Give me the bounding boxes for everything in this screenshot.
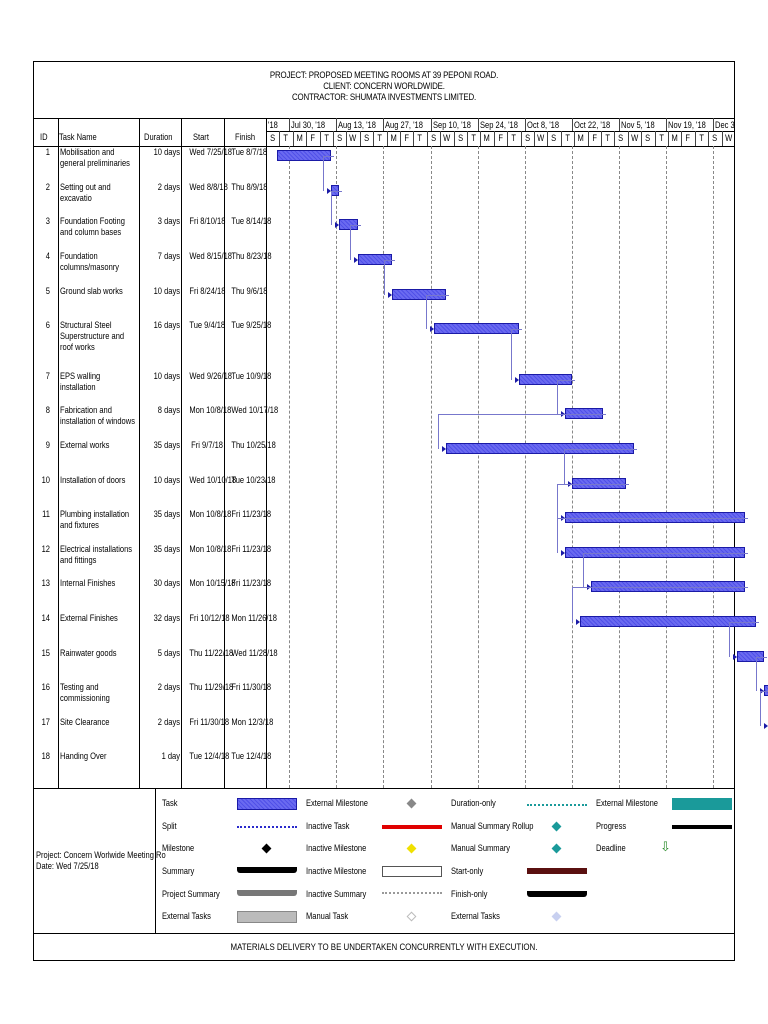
legend-label: Project Summary (162, 889, 220, 899)
task-name: Handing Over (60, 751, 107, 761)
task-start: Wed 8/15/18 (189, 251, 232, 261)
grid-line (478, 146, 479, 788)
task-id: 7 (45, 371, 50, 381)
legend-label: Deadline (596, 843, 626, 853)
task-id: 10 (41, 475, 50, 485)
dependency-line (557, 380, 558, 414)
legend-project-name: Project: Concern Worlwide Meeting Ro (36, 850, 166, 860)
timescale-week-label: Jul 30, '18 (291, 120, 326, 130)
task-id: 14 (41, 613, 50, 623)
task-finish: Mon 12/3/18 (231, 717, 274, 727)
dependency-line (331, 191, 332, 225)
timescale-day-label: F (404, 133, 409, 143)
link-arrow (335, 222, 339, 228)
task-duration: 30 days (153, 578, 180, 588)
task-symbol (237, 798, 297, 810)
timescale-week-label: Nov 5, '18 (621, 120, 655, 130)
task-name: Structural Steel Superstructure and roof works (60, 320, 125, 352)
timescale-day-label: S (457, 133, 463, 143)
task-name: Setting out and excavatio (60, 182, 111, 203)
deadline-symbol: ⇩ (660, 840, 671, 855)
dependency-line (426, 295, 427, 329)
col-header-start: Start (193, 132, 209, 142)
timescale-day-label: S (551, 133, 557, 143)
timescale-day-label: T (565, 133, 570, 143)
grid-line (400, 131, 401, 146)
task-name: External works (60, 440, 110, 450)
task-id: 9 (45, 440, 50, 450)
task-duration: 2 days (157, 682, 180, 692)
task-name: Installation of doors (60, 475, 126, 485)
task-name: Site Clearance (60, 717, 110, 727)
legend-label: External Tasks (162, 911, 211, 921)
header-line-client: CLIENT: CONCERN WORLDWIDE. (323, 81, 445, 91)
timescale-day-label: F (310, 133, 316, 143)
dependency-line (557, 380, 576, 381)
task-id: 18 (41, 751, 50, 761)
timescale-day-label: S (363, 133, 370, 143)
task-start: Wed 9/26/18 (189, 371, 232, 381)
dependency-line (557, 518, 558, 553)
task-name: Mobilisation and general preliminaries (60, 147, 130, 168)
legend-label: Start-only (451, 866, 484, 876)
grid-line (266, 131, 735, 132)
timescale-day-label: W (349, 133, 357, 143)
task-name: EPS walling installation (60, 371, 101, 392)
external-milestone-2-symbol (672, 798, 732, 810)
task-start: Wed 8/8/18 (189, 182, 228, 192)
link-arrow (576, 619, 580, 625)
task-duration: 10 days (153, 286, 180, 296)
timescale-day-label: T (699, 133, 704, 143)
dependency-line (583, 553, 747, 554)
grid-line (666, 146, 667, 788)
task-finish: Tue 10/9/18 (231, 371, 272, 381)
legend-label: Inactive Milestone (306, 866, 367, 876)
timescale-day-label: T (471, 133, 476, 143)
inactive-task-symbol (382, 825, 442, 829)
task-duration: 35 days (153, 440, 180, 450)
grid-line (431, 146, 432, 788)
task-finish: Thu 9/6/18 (231, 286, 268, 296)
timescale-day-label: M (577, 133, 585, 143)
grid-line (467, 131, 468, 146)
timescale-week-label: Dec 3 (715, 120, 735, 130)
dependency-line (756, 657, 757, 691)
grid-line (525, 146, 526, 788)
grid-line (708, 131, 709, 146)
grid-line (480, 131, 481, 146)
link-arrow (442, 446, 446, 452)
task-duration: 2 days (157, 182, 180, 192)
task-name: Internal Finishes (60, 578, 116, 588)
task-id: 15 (41, 648, 50, 658)
col-header-id: ID (40, 132, 48, 142)
task-id: 5 (45, 286, 50, 296)
grid-line (641, 131, 642, 146)
dependency-line (350, 225, 361, 226)
dependency-line (438, 414, 606, 415)
grid-line (681, 131, 682, 146)
task-finish: Mon 11/26/18 (231, 613, 277, 623)
task-finish: Tue 10/23/18 (231, 475, 276, 485)
task-id: 6 (45, 320, 50, 330)
timescale-day-label: W (724, 133, 732, 143)
dependency-line (760, 691, 768, 692)
grid-line (619, 118, 620, 131)
task-duration: 10 days (153, 371, 180, 381)
task-finish: Tue 8/14/18 (231, 216, 272, 226)
grid-line (427, 131, 428, 146)
task-start: Mon 10/8/18 (189, 509, 232, 519)
col-header-task-name: Task Name (59, 132, 97, 142)
header-line-project: PROJECT: PROPOSED MEETING ROOMS AT 39 PEPONI ROAD. (269, 70, 499, 80)
timescale-day-label: T (511, 133, 517, 143)
task-start: Fri 8/10/18 (189, 216, 226, 226)
task-name: Foundation columns/masonry (60, 251, 120, 272)
legend-date: Date: Wed 7/25/18 (36, 861, 99, 871)
task-duration: 35 days (153, 544, 180, 554)
timescale-day-label: T (605, 133, 610, 143)
task-finish: Fri 11/23/18 (231, 578, 272, 588)
grid-line (478, 118, 479, 131)
progress-symbol (672, 825, 732, 829)
task-bar (434, 323, 518, 334)
legend-label: Inactive Task (306, 821, 350, 831)
task-duration: 3 days (157, 216, 180, 226)
timescale-day-label: M (483, 133, 491, 143)
grid-line (387, 131, 388, 146)
task-duration: 8 days (157, 405, 180, 415)
dependency-line (384, 260, 385, 295)
timescale-day-label: M (390, 133, 397, 143)
task-start: Mon 10/15/18 (189, 578, 236, 588)
inactive-milestone-2-symbol (382, 866, 442, 877)
task-id: 4 (45, 251, 50, 261)
timescale-day-label: T (283, 133, 289, 143)
task-start: Mon 10/8/18 (189, 544, 232, 554)
timescale-day-label: F (498, 133, 503, 143)
col-header-finish: Finish (235, 132, 256, 142)
timescale-day-label: W (537, 133, 545, 143)
dependency-line (572, 587, 748, 588)
task-name: Ground slab works (60, 286, 123, 296)
task-id: 2 (45, 182, 50, 192)
grid-line (58, 118, 59, 788)
dependency-line (438, 414, 439, 449)
grid-line (713, 146, 714, 788)
task-duration: 2 days (157, 717, 180, 727)
timescale-week-label: Aug 13, '18 (338, 120, 376, 130)
task-start: Fri 9/7/18 (191, 440, 223, 450)
dependency-line (564, 449, 636, 450)
task-id: 13 (41, 578, 50, 588)
dependency-line (557, 484, 558, 518)
timescale-day-label: S (524, 133, 530, 143)
dependency-line (511, 329, 512, 380)
grid-line (336, 118, 337, 131)
grid-line (373, 131, 374, 146)
grid-line (454, 131, 455, 146)
timescale-day-label: S (712, 133, 718, 143)
legend-label: External Tasks (451, 911, 500, 921)
grid-line (33, 933, 735, 934)
link-arrow (430, 326, 434, 332)
legend-label: Manual Summary Rollup (451, 821, 534, 831)
grid-line (525, 118, 526, 131)
link-arrow (354, 257, 358, 263)
timescale-day-label: T (417, 133, 423, 143)
task-start: Thu 11/29/18 (189, 682, 234, 692)
timescale-week-label: '18 (268, 120, 278, 130)
grid-line (521, 131, 522, 146)
task-finish: Thu 8/23/18 (231, 251, 272, 261)
grid-line (668, 131, 669, 146)
header-line-contractor: CONTRACTOR: SHUMATA INVESTMENTS LIMITED. (291, 92, 477, 102)
grid-line (320, 131, 321, 146)
grid-line (279, 131, 280, 146)
dependency-line (572, 587, 573, 622)
timescale-week-label: Nov 19, '18 (668, 120, 706, 130)
grid-line (547, 131, 548, 146)
task-finish: Fri 11/23/18 (231, 544, 272, 554)
legend-label: Milestone (162, 843, 195, 853)
grid-line (289, 118, 290, 131)
grid-line (383, 146, 384, 788)
grid-line (534, 131, 535, 146)
task-name: Electrical installations and fittings (60, 544, 133, 565)
grid-line (507, 131, 508, 146)
dependency-line (729, 622, 759, 623)
task-start: Wed 7/25/18 (189, 147, 232, 157)
task-name: Testing and commissioning (60, 682, 110, 703)
link-arrow (764, 723, 768, 729)
duration-only-symbol (527, 804, 587, 806)
grid-line (574, 131, 575, 146)
grid-line (360, 131, 361, 146)
grid-line (494, 131, 495, 146)
dependency-line (564, 449, 565, 484)
timescale-day-label: W (630, 133, 639, 143)
grid-line (572, 146, 573, 788)
task-start: Tue 9/4/18 (189, 320, 226, 330)
inactive-summary-symbol (382, 892, 442, 897)
task-name: Plumbing installation and fixtures (60, 509, 130, 530)
task-duration: 35 days (153, 509, 180, 519)
legend-label: Task (162, 798, 178, 808)
task-id: 11 (42, 509, 50, 519)
grid-line (655, 131, 656, 146)
grid-line (413, 131, 414, 146)
task-id: 17 (41, 717, 50, 727)
start-only-symbol (527, 868, 587, 874)
split-symbol (237, 826, 297, 829)
grid-line (666, 118, 667, 131)
legend-label: External Milestone (306, 798, 368, 808)
task-start: Wed 10/10/18 (189, 475, 237, 485)
grid-line (139, 118, 140, 788)
dependency-line (557, 484, 629, 485)
dependency-line (729, 622, 730, 657)
task-duration: 16 days (153, 320, 180, 330)
task-start: Mon 10/8/18 (189, 405, 232, 415)
task-start: Thu 11/22/18 (189, 648, 234, 658)
grid-line (695, 131, 696, 146)
dependency-line (350, 225, 351, 260)
timescale-day-label: F (591, 133, 597, 143)
grid-line (440, 131, 441, 146)
footer-note: MATERIALS DELIVERY TO BE UNDERTAKEN CONCURRENTLY WITH EXECUTION. (230, 942, 538, 952)
grid-line (306, 131, 307, 146)
task-finish: Thu 8/9/18 (231, 182, 268, 192)
grid-line (431, 118, 432, 131)
timescale-week-label: Oct 22, '18 (574, 120, 611, 130)
timescale-day-label: F (685, 133, 691, 143)
timescale-day-label: T (323, 133, 329, 143)
legend-label: Duration-only (451, 798, 496, 808)
dependency-line (557, 518, 748, 519)
legend-label: External Milestone (596, 798, 658, 808)
timescale-day-label: T (377, 133, 383, 143)
grid-line (722, 131, 723, 146)
task-start: Fri 11/30/18 (189, 717, 230, 727)
task-finish: Tue 9/25/18 (231, 320, 272, 330)
dependency-line (331, 191, 342, 192)
grid-line (628, 131, 629, 146)
dependency-line (756, 657, 767, 658)
timescale-day-label: S (430, 133, 437, 143)
timescale-day-label: S (645, 133, 651, 143)
grid-line (588, 131, 589, 146)
task-name: Fabrication and installation of windows (60, 405, 135, 426)
legend-label: Progress (596, 821, 627, 831)
task-finish: Tue 8/7/18 (231, 147, 268, 157)
task-duration: 10 days (153, 475, 180, 485)
legend-label: Split (162, 821, 177, 831)
timescale-day-label: S (270, 133, 276, 143)
task-id: 1 (45, 147, 50, 157)
grid-line (33, 788, 735, 789)
grid-line (383, 118, 384, 131)
task-name: Rainwater goods (60, 648, 117, 658)
timescale-day-label: M (296, 133, 303, 143)
grid-line (336, 146, 337, 788)
dependency-line (323, 156, 324, 191)
dependency-line (426, 295, 448, 296)
task-name: External Finishes (60, 613, 118, 623)
task-start: Tue 12/4/18 (189, 751, 230, 761)
task-id: 3 (45, 216, 50, 226)
timescale-day-label: M (671, 133, 678, 143)
link-arrow (733, 654, 737, 660)
timescale-day-label: T (658, 133, 664, 143)
external-tasks-symbol (237, 911, 297, 923)
grid-line (614, 131, 615, 146)
timescale-week-label: Sep 24, '18 (480, 120, 518, 130)
timescale-day-label: W (443, 133, 451, 143)
grid-line (293, 131, 294, 146)
task-duration: 1 day (161, 751, 180, 761)
grid-line (333, 131, 334, 146)
timescale-week-label: Aug 27, '18 (385, 120, 423, 130)
grid-line (289, 146, 290, 788)
task-id: 12 (41, 544, 50, 554)
grid-line (572, 118, 573, 131)
task-finish: Thu 10/25/18 (231, 440, 276, 450)
grid-line (713, 118, 714, 131)
task-finish: Fri 11/23/18 (231, 509, 272, 519)
task-id: 8 (45, 405, 50, 415)
link-arrow (388, 292, 392, 298)
task-duration: 5 days (157, 648, 180, 658)
dependency-line (511, 329, 522, 330)
grid-line (601, 131, 602, 146)
timescale-day-label: S (618, 133, 624, 143)
timescale-week-label: Oct 8, '18 (527, 120, 560, 130)
task-duration: 32 days (153, 613, 180, 623)
grid-line (346, 131, 347, 146)
project-header (83, 70, 685, 103)
task-duration: 7 days (157, 251, 180, 261)
task-duration: 10 days (153, 147, 180, 157)
legend-label: Manual Task (306, 911, 349, 921)
legend-label: Inactive Summary (306, 889, 367, 899)
task-finish: Wed 10/17/18 (231, 405, 279, 415)
link-arrow (561, 550, 565, 556)
task-start: Fri 10/12/18 (189, 613, 230, 623)
task-finish: Fri 11/30/18 (231, 682, 272, 692)
task-finish: Tue 12/4/18 (231, 751, 272, 761)
project-summary-symbol (237, 890, 297, 896)
timescale-day-label: S (337, 133, 343, 143)
dependency-line (384, 260, 395, 261)
legend-label: Manual Summary (451, 843, 511, 853)
task-id: 16 (41, 682, 50, 692)
legend-label: Finish-only (451, 889, 488, 899)
timescale-week-label: Sep 10, '18 (433, 120, 471, 130)
summary-symbol (237, 867, 297, 873)
dependency-line (323, 156, 334, 157)
legend-label: Summary (162, 866, 195, 876)
dependency-line (583, 553, 584, 587)
task-finish: Wed 11/28/18 (231, 648, 278, 658)
dependency-line (760, 691, 761, 726)
grid-line (181, 118, 182, 788)
task-start: Fri 8/24/18 (189, 286, 226, 296)
col-header-duration: Duration (144, 132, 173, 142)
legend-label: Inactive Milestone (306, 843, 367, 853)
link-arrow (515, 377, 519, 383)
grid-line (561, 131, 562, 146)
task-name: Foundation Footing and column bases (60, 216, 125, 237)
grid-line (619, 146, 620, 788)
finish-only-symbol (527, 891, 587, 897)
